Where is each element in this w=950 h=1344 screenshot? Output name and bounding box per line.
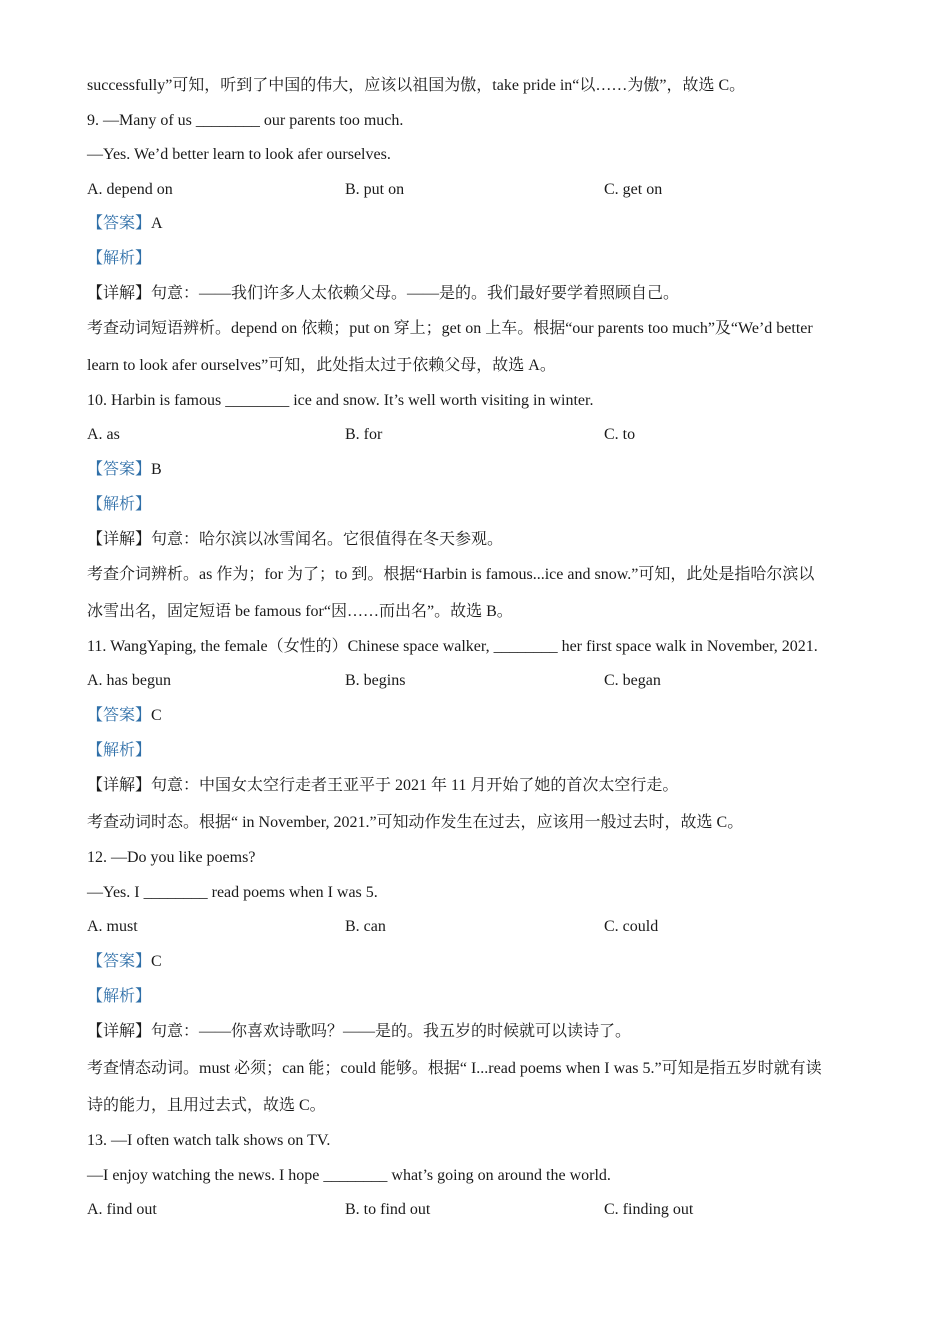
q10-explanation-2: 冰雪出名，固定短语 be famous for“因……而出名”。故选 B。 <box>87 603 513 620</box>
question-11: 11. WangYaping, the female（女性的）Chinese space walker, ________ her first space walk in November, 2021. <box>87 638 818 655</box>
question-13-reply: —I enjoy watching the news. I hope ________ what’s going on around the world. <box>87 1167 611 1184</box>
question-12: 12. —Do you like poems? <box>87 849 256 866</box>
q13-option-c: C. finding out <box>604 1201 694 1218</box>
q10-option-b: B. for <box>345 426 383 443</box>
question-9: 9. —Many of us ________ our parents too much. <box>87 112 404 129</box>
explanation-line: successfully”可知，听到了中国的伟大，应该以祖国为傲，take pride in“以……为傲”，故选 C。 <box>87 77 746 94</box>
detail-label: 【详解】 <box>87 777 152 794</box>
q13-option-a: A. find out <box>87 1201 157 1218</box>
q12-explanation-2: 诗的能力，且用过去式，故选 C。 <box>87 1097 326 1114</box>
q12-detail <box>87 1021 631 1043</box>
analysis-label: 【解析】 <box>87 250 152 267</box>
q13-option-b: B. to find out <box>345 1201 431 1218</box>
q10-answer <box>87 459 162 481</box>
q12-option-a: A. must <box>87 918 138 935</box>
q9-answer <box>87 213 163 235</box>
q10-option-a: A. as <box>87 426 120 443</box>
q12-analysis-label <box>87 986 151 1008</box>
q12-option-c: C. could <box>604 918 659 935</box>
q9-option-a: A. depend on <box>87 181 173 198</box>
detail-text: 句意：——我们许多人太依赖父母。——是的。我们最好要学着照顾自己。 <box>151 285 680 302</box>
q12-explanation-1: 考查情态动词。must 必须；can 能；could 能够。根据“ I...read poems when I was 5.”可知是指五岁时就有读 <box>87 1060 822 1077</box>
analysis-label: 【解析】 <box>87 988 152 1005</box>
answer-label: 【答案】 <box>87 953 152 970</box>
detail-label: 【详解】 <box>87 285 152 302</box>
q11-answer <box>87 705 162 727</box>
q12-answer <box>87 951 162 973</box>
question-9-reply: —Yes. We’d better learn to look afer ourselves. <box>87 146 391 163</box>
answer-value: A <box>151 215 163 232</box>
q11-option-a: A. has begun <box>87 672 171 689</box>
detail-text: 句意：——你喜欢诗歌吗？——是的。我五岁的时候就可以读诗了。 <box>151 1023 632 1040</box>
q9-explanation-1: 考查动词短语辨析。depend on 依赖；put on 穿上；get on 上车。根据“our parents too much”及“We’d better <box>87 320 813 337</box>
q9-detail <box>87 283 679 305</box>
analysis-label: 【解析】 <box>87 742 152 759</box>
answer-value: C <box>151 707 162 724</box>
q10-analysis-label <box>87 494 151 516</box>
answer-label: 【答案】 <box>87 461 152 478</box>
question-13: 13. —I often watch talk shows on TV. <box>87 1132 331 1149</box>
q12-option-b: B. can <box>345 918 386 935</box>
answer-value: B <box>151 461 162 478</box>
q11-detail <box>87 775 678 797</box>
q10-detail <box>87 529 503 551</box>
q11-explanation-1: 考查动词时态。根据“ in November, 2021.”可知动作发生在过去，应该用一般过去时，故选 C。 <box>87 814 744 831</box>
answer-label: 【答案】 <box>87 707 152 724</box>
q11-analysis-label <box>87 740 151 762</box>
q9-option-c: C. get on <box>604 181 663 198</box>
q9-explanation-2: learn to look afer ourselves”可知，此处指太过于依赖父母，故选 A。 <box>87 357 556 374</box>
analysis-label: 【解析】 <box>87 496 152 513</box>
detail-label: 【详解】 <box>87 531 152 548</box>
q10-explanation-1: 考查介词辨析。as 作为；for 为了；to 到。根据“Harbin is famous...ice and snow.”可知，此处是指哈尔滨以 <box>87 566 815 583</box>
q10-option-c: C. to <box>604 426 636 443</box>
question-10: 10. Harbin is famous ________ ice and snow. It’s well worth visiting in winter. <box>87 392 594 409</box>
q9-option-b: B. put on <box>345 181 405 198</box>
detail-text: 句意：中国女太空行走者王亚平于 2021 年 11 月开始了她的首次太空行走。 <box>151 777 679 794</box>
answer-label: 【答案】 <box>87 215 152 232</box>
question-12-reply: —Yes. I ________ read poems when I was 5. <box>87 884 378 901</box>
answer-value: C <box>151 953 162 970</box>
detail-text: 句意：哈尔滨以冰雪闻名。它很值得在冬天参观。 <box>151 531 504 548</box>
q11-option-b: B. begins <box>345 672 406 689</box>
q11-option-c: C. began <box>604 672 661 689</box>
q9-analysis-label <box>87 248 151 270</box>
detail-label: 【详解】 <box>87 1023 152 1040</box>
